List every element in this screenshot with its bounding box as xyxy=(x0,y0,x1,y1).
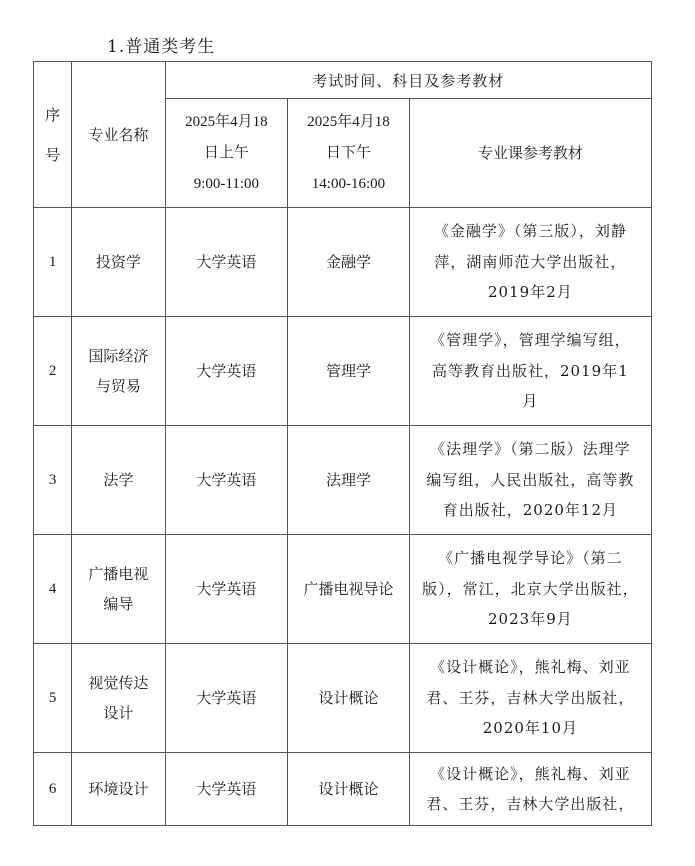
header-row-group xyxy=(34,62,652,99)
major-line2: 与贸易 xyxy=(95,377,141,395)
row-no: 4 xyxy=(34,535,72,644)
major-line1: 投资学 xyxy=(95,253,141,271)
row-textbook xyxy=(409,644,651,753)
header-afternoon-time: 14:00-16:00 xyxy=(311,175,386,192)
row-afternoon-subject: 设计概论 xyxy=(288,644,410,753)
textbook-line3: 2020年10月 xyxy=(482,719,579,738)
row-textbook xyxy=(409,317,651,426)
header-morning-date: 2025年4月18 xyxy=(185,113,268,130)
header-morning-time: 9:00-11:00 xyxy=(193,175,260,192)
row-no: 3 xyxy=(34,426,72,535)
textbook-line2: 君、王芬，吉林大学出版社， xyxy=(426,688,635,707)
section-title: 1.普通类考生 xyxy=(107,37,216,57)
row-major xyxy=(72,644,165,753)
table-row xyxy=(34,535,652,644)
major-line1: 广播电视 xyxy=(88,565,149,583)
row-textbook xyxy=(409,426,651,535)
major-line1: 环境设计 xyxy=(88,780,149,798)
row-afternoon-subject: 法理学 xyxy=(288,426,410,535)
row-morning-subject: 大学英语 xyxy=(165,208,288,317)
row-afternoon-subject: 设计概论 xyxy=(288,753,410,826)
row-textbook xyxy=(409,208,651,317)
row-morning-subject: 大学英语 xyxy=(165,753,288,826)
header-morning-period: 日上午 xyxy=(203,144,249,161)
header-afternoon-period: 日下午 xyxy=(325,144,371,161)
table-row xyxy=(34,753,652,826)
textbook-line1: 《广播电视学导论》（第二 xyxy=(438,549,623,568)
textbook-line3: 2019年2月 xyxy=(488,283,573,302)
row-major xyxy=(72,317,165,426)
row-no: 5 xyxy=(34,644,72,753)
textbook-line2: 萍，湖南师范大学出版社， xyxy=(434,252,627,271)
header-afternoon xyxy=(288,99,410,208)
textbook-line3: 2023年9月 xyxy=(488,610,573,629)
header-major: 专业名称 xyxy=(72,62,165,208)
header-no xyxy=(34,62,72,208)
textbook-line3: 育出版社，2020年12月 xyxy=(442,501,619,520)
row-textbook xyxy=(409,753,651,826)
row-no: 6 xyxy=(34,753,72,826)
row-morning-subject: 大学英语 xyxy=(165,644,288,753)
row-major xyxy=(72,535,165,644)
table-row xyxy=(34,208,652,317)
table-row xyxy=(34,644,652,753)
textbook-line1: 《设计概论》，熊礼梅、刘亚 xyxy=(430,658,631,677)
textbook-line1: 《管理学》，管理学编写组， xyxy=(430,331,631,350)
textbook-line1: 《法理学》（第二版）法理学 xyxy=(430,440,631,459)
table-row xyxy=(34,317,652,426)
header-group: 考试时间、科目及参考教材 xyxy=(165,62,651,99)
row-major xyxy=(72,753,165,826)
row-afternoon-subject: 广播电视导论 xyxy=(288,535,410,644)
table-row xyxy=(34,426,652,535)
header-no-line2: 号 xyxy=(45,145,61,164)
textbook-line3: 月 xyxy=(522,392,539,411)
row-afternoon-subject: 管理学 xyxy=(288,317,410,426)
row-afternoon-subject: 金融学 xyxy=(288,208,410,317)
header-morning xyxy=(165,99,288,208)
textbook-line2: 君、王芬，吉林大学出版社， xyxy=(426,795,635,813)
exam-schedule-table xyxy=(33,61,652,826)
row-morning-subject: 大学英语 xyxy=(165,426,288,535)
textbook-line2: 高等教育出版社，2019年1 xyxy=(432,361,629,380)
row-no: 1 xyxy=(34,208,72,317)
row-morning-subject: 大学英语 xyxy=(165,317,288,426)
major-line2: 编导 xyxy=(103,595,134,613)
textbook-line1: 《金融学》（第三版），刘静 xyxy=(433,222,627,241)
row-major xyxy=(72,208,165,317)
major-line1: 法学 xyxy=(103,471,134,489)
textbook-line1: 《设计概论》，熊礼梅、刘亚 xyxy=(430,764,631,783)
row-morning-subject: 大学英语 xyxy=(165,535,288,644)
textbook-line2: 版），常江，北京大学出版社， xyxy=(422,579,639,598)
header-textbook: 专业课参考教材 xyxy=(409,99,651,208)
major-line2: 设计 xyxy=(103,704,134,722)
row-no: 2 xyxy=(34,317,72,426)
row-major xyxy=(72,426,165,535)
major-line1: 视觉传达 xyxy=(88,674,149,692)
textbook-line2: 编写组，人民出版社，高等教 xyxy=(426,470,635,489)
row-textbook xyxy=(409,535,651,644)
header-no-line1: 序 xyxy=(45,105,61,124)
header-afternoon-date: 2025年4月18 xyxy=(307,113,390,130)
major-line1: 国际经济 xyxy=(88,347,149,365)
